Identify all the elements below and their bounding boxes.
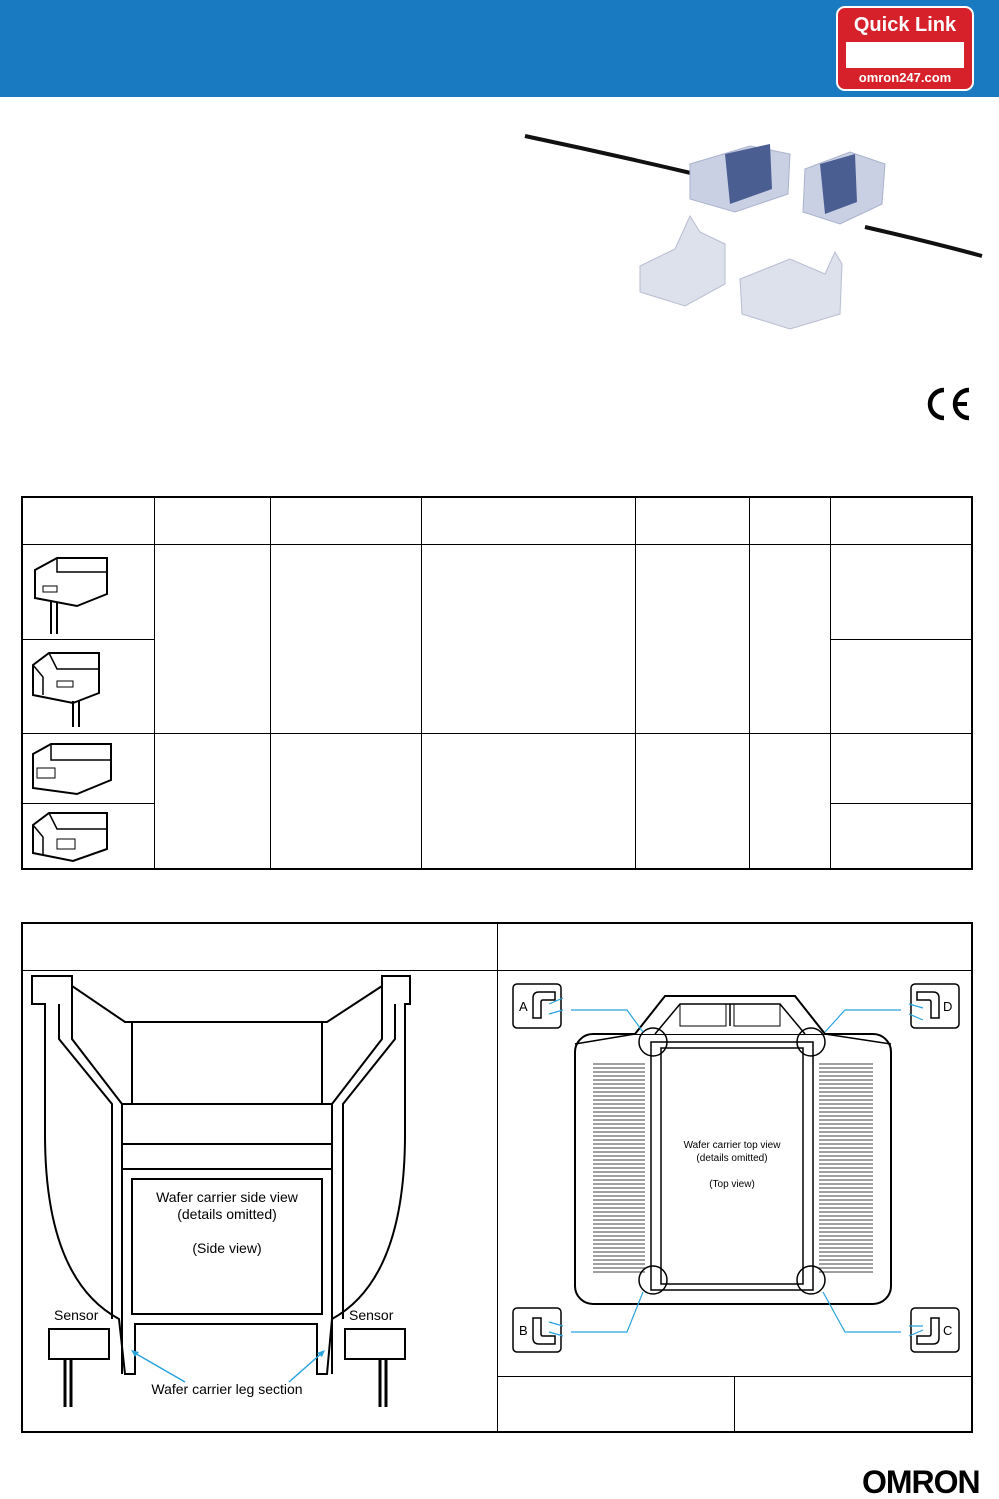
sensor-right-label: Sensor — [349, 1307, 394, 1323]
corner-label-c: C — [943, 1323, 953, 1338]
corner-label-a: A — [519, 999, 528, 1014]
quick-link-input-box — [846, 42, 964, 68]
top-view-diagram — [503, 974, 969, 1374]
sensor-thumbnail-3 — [27, 738, 119, 800]
quick-link-title: Quick Link — [853, 14, 957, 36]
corner-label-b: B — [519, 1323, 528, 1338]
top-carrier-label-2: (details omitted) — [696, 1153, 768, 1164]
top-carrier-label-view: (Top view) — [709, 1179, 755, 1190]
omron-logo — [862, 1466, 992, 1496]
right-sensor-body — [345, 1329, 405, 1359]
side-carrier-label-view: (Side view) — [192, 1240, 262, 1256]
quick-link-url[interactable]: omron247.com — [858, 70, 952, 85]
left-sensor-body — [49, 1329, 109, 1359]
corner-label-d: D — [943, 999, 953, 1014]
application-diagram-box — [21, 922, 973, 1433]
ce-mark-icon — [922, 384, 972, 424]
leg-section-label: Wafer carrier leg section — [151, 1381, 303, 1397]
model-table — [21, 496, 973, 870]
omron-logo-text: OMRON — [862, 1466, 980, 1496]
top-carrier-label-1: Wafer carrier top view — [683, 1140, 781, 1151]
sensor-thumbnail-1 — [27, 550, 119, 636]
sensor-thumbnail-2 — [27, 643, 119, 729]
side-carrier-label-2: (details omitted) — [177, 1206, 277, 1222]
sensor-thumbnail-4 — [27, 807, 119, 865]
sensor-left-label: Sensor — [54, 1307, 99, 1323]
side-view-diagram — [27, 974, 491, 1414]
side-carrier-label-1: Wafer carrier side view — [156, 1189, 298, 1205]
product-photo — [520, 124, 990, 354]
quick-link-badge[interactable] — [836, 6, 974, 91]
